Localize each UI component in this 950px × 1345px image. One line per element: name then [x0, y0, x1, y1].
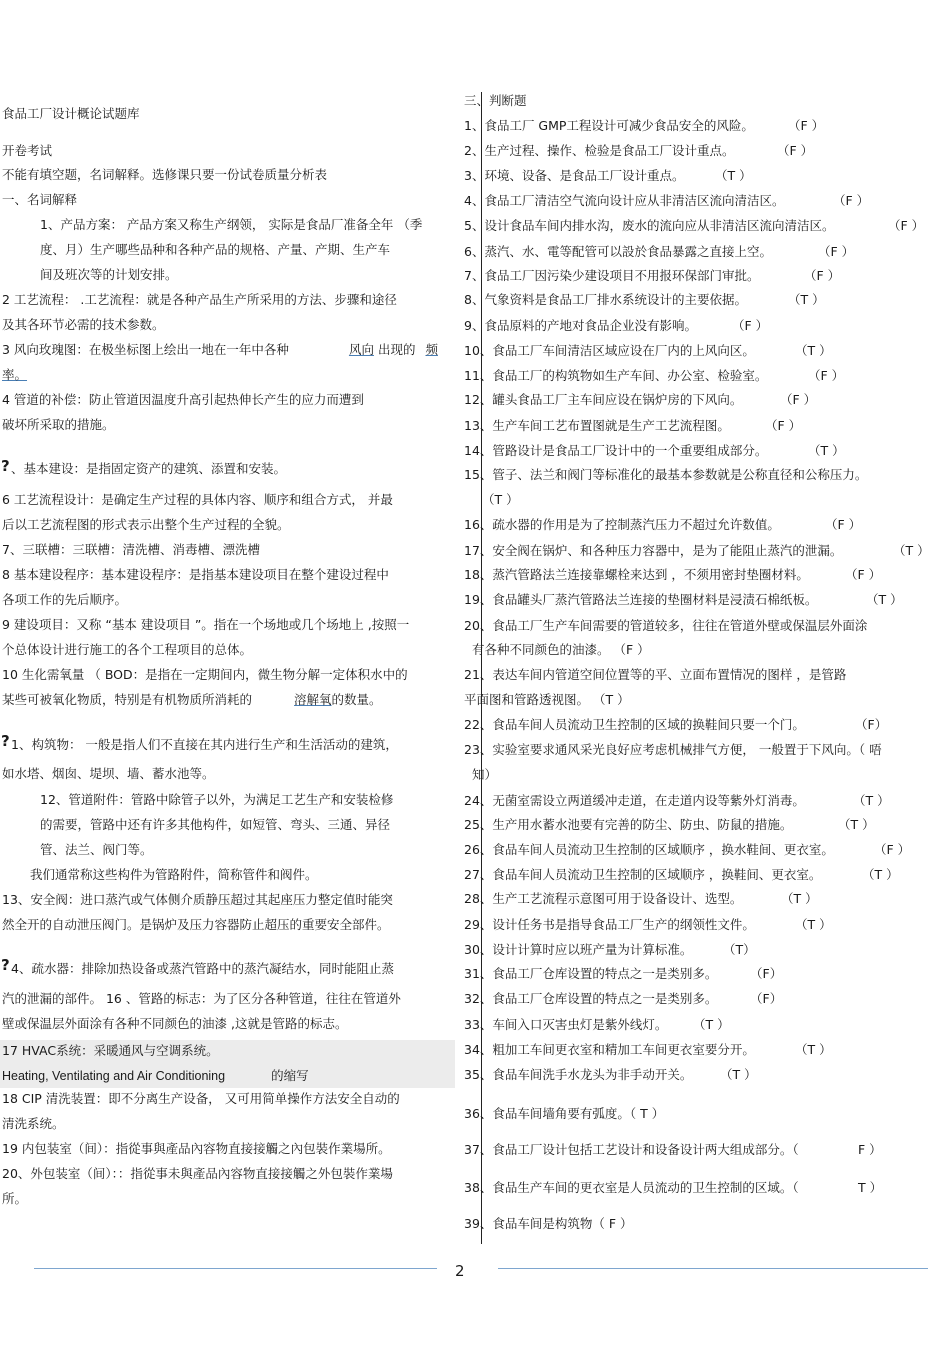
unknown-glyph-icon: ?	[1, 732, 10, 750]
footer-rule-right	[498, 1268, 928, 1269]
definition-text: 度、月）生产哪些品种和各种产品的规格、产量、产期、生产车	[40, 242, 391, 257]
definition-text: 各项工作的先后顺序。	[2, 592, 128, 607]
judgement-answer: （F ）	[808, 368, 845, 383]
judgement-answer: （F ）	[825, 517, 862, 532]
judgement-answer: （F ）	[732, 318, 769, 333]
definition-segment: 3 风向玫瑰图：在极坐标图上绘出一地在一年中各种	[2, 342, 289, 357]
judgement-item-text: 22、食品车间人员流动卫生控制的区域的换鞋间只要一个门。	[464, 717, 805, 732]
definition-text: 7、三联槽：三联槽：清洗槽、消毒槽、漂洗槽	[2, 542, 260, 557]
definition-text: 汽的泄漏的部件。 16 、管路的标志：为了区分各种管道，往往在管道外	[2, 991, 401, 1006]
definition-text	[2, 692, 382, 708]
judgement-item-text: （T ）	[482, 492, 519, 507]
judgement-answer: （T ）	[715, 168, 752, 183]
definition-text: 9 建设项目：又称 “基本 建设项目 ”。指在一个场地或几个场地上 ,按照一	[2, 617, 410, 632]
definition-text: 10 生化需氧量 （ BOD：是指在一定期间内，微生物分解一定体积水中的	[2, 667, 408, 682]
judgement-item-text: 知）	[472, 767, 498, 782]
section-heading-judgement: 三、判断题	[464, 93, 527, 108]
judgement-item-text: 18、蒸汽管路法兰连接靠螺栓来达到 ，不须用密封垫圈材料。	[464, 567, 809, 582]
judgement-item-text: 9、食品原料的产地对食品企业没有影响。	[464, 318, 697, 333]
judgement-item-text: 10、食品工厂车间清洁区域应设在厂内的上风向区。	[464, 343, 755, 358]
exam-note: 不能有填空题，名词解释。选修课只要一份试卷质量分析表	[2, 167, 328, 182]
judgement-item-text: 11、食品工厂的构筑物如生产车间、办公室、检验室。	[464, 368, 768, 383]
definition-text: 的需要，管路中还有许多其他构件，如短管、弯头、三通、异径	[40, 817, 391, 832]
judgement-item-text: 25、生产用水蓄水池要有完善的防尘、防虫、防鼠的措施。	[464, 817, 793, 832]
definition-text: 17 HVAC系统：采暖通风与空调系统。	[2, 1043, 219, 1058]
judgement-item-text: 15、管子、法兰和阀门等标准化的最基本参数就是公称直径和公称压力。	[464, 467, 868, 482]
judgement-answer: （F ）	[788, 118, 825, 133]
judgement-item-text: 38、食品生产车间的更衣室是人员流动的卫生控制的区域。（	[464, 1180, 799, 1195]
judgement-item-text: 36、食品车间墙角要有弧度。（ T ）	[464, 1106, 665, 1121]
judgement-item-text: 20、食品工厂生产车间需要的管道较多，往往在管道外壁或保温层外面涂	[464, 618, 868, 633]
definition-segment: 某些可被氧化物质，特别是有机物质所消耗的	[2, 692, 253, 707]
judgement-item-text: 24、无菌室需设立两道缓冲走道，在走道内设等紫外灯消毒。	[464, 793, 805, 808]
judgement-answer: （F ）	[874, 842, 911, 857]
judgement-answer: （T ）	[788, 292, 825, 307]
underlined-term: 率。	[2, 367, 28, 382]
definition-text	[2, 1068, 309, 1084]
definition-text: 20、外包装室（间）：：指從事未與產品內容物直接接觸之外包裝作業場	[2, 1166, 393, 1181]
judgement-item-text: 33、车间入口灭害虫灯是紫外线灯。	[464, 1017, 668, 1032]
judgement-answer: （F）	[750, 966, 783, 981]
judgement-item-text: 29、设计任务书是指导食品工厂生产的纲领性文件。	[464, 917, 755, 932]
judgement-item-text: 7、食品工厂因污染少建设项目不用报环保部门审批。	[464, 268, 760, 283]
definition-text: 壁或保温层外面涂有各种不同颜色的油漆 ,这就是管路的标志。	[2, 1016, 348, 1031]
unknown-glyph-icon: ?	[1, 956, 10, 974]
judgement-answer: （T ）	[781, 891, 818, 906]
definition-text: 18 CIP 清洗装置：即不分离生产设备， 又可用简单操作方法安全自动的	[2, 1091, 400, 1106]
judgement-item-text: 5、设计食品车间内排水沟，废水的流向应从非清洁区流向清洁区。	[464, 218, 835, 233]
footer-rule-left	[34, 1268, 437, 1269]
definition-text: 管、法兰、阀门等。	[40, 842, 153, 857]
judgement-item-text: 27、食品车间人员流动卫生控制的区域顺序 ，换鞋间、更衣室。	[464, 867, 822, 882]
judgement-answer: （T ）	[795, 1042, 832, 1057]
judgement-item-text: 32、食品工厂仓库设置的特点之一是类别多。	[464, 991, 718, 1006]
judgement-answer: （F）	[855, 717, 888, 732]
underlined-term: 溶解氧	[294, 692, 332, 707]
judgement-item-text: 21、表达车间内管道空间位置等的平、立面布置情况的图样 ，是管路	[464, 667, 847, 682]
definition-text: 6 工艺流程设计：是确定生产过程的具体内容、顺序和组合方式， 并最	[2, 492, 393, 507]
definition-text: 2 工艺流程： .工艺流程：就是各种产品生产所采用的方法、步骤和途径	[2, 292, 397, 307]
judgement-answer: （T ）	[808, 443, 845, 458]
judgement-item-text: 19、食品罐头厂蒸汽管路法兰连接的垫圈材料是浸渍石棉纸板。	[464, 592, 818, 607]
judgement-item-text: 30、设计计算时应以班产量为计算标准。	[464, 942, 693, 957]
definition-text: 19 内包装室（间）：指從事與產品內容物直接接觸之內包裝作業場所。	[2, 1141, 391, 1156]
definition-text: 间及班次等的计划安排。	[40, 267, 178, 282]
judgement-answer: （T ）	[795, 917, 832, 932]
judgement-item-text: 28、生产工艺流程示意图可用于设备设计、选型。	[464, 891, 743, 906]
judgement-item-text: 平面图和管路透视图。 （T ）	[464, 692, 630, 707]
judgement-item-text: 2、生产过程、操作、检验是食品工厂设计重点。	[464, 143, 735, 158]
judgement-answer: （T ）	[893, 543, 930, 558]
judgement-item-text: 17、安全阀在锅炉、和各种压力容器中，是为了能阻止蒸汽的泄漏。	[464, 543, 843, 558]
judgement-item-text: 6、蒸汽、水、電等配管可以設於食品暴露之直接上空。	[464, 244, 772, 259]
judgement-answer: （F ）	[777, 143, 814, 158]
judgement-answer: （T ）	[866, 592, 903, 607]
judgement-item-text: 31、食品工厂仓库设置的特点之一是类别多。	[464, 966, 718, 981]
judgement-item-text: 14、管路设计是食品工厂设计中的一个重要组成部分。	[464, 443, 768, 458]
definition-text: 4、疏水器：排除加热设备或蒸汽管路中的蒸汽凝结水，同时能阻止蒸	[11, 961, 394, 976]
definition-text: 然全开的自动泄压阀门。是锅炉及压力容器防止超压的重要安全部件。	[2, 917, 390, 932]
page-number: 2	[455, 1262, 465, 1280]
judgement-item-text: 1、食品工厂 GMP工程设计可减少食品安全的风险。	[464, 118, 754, 133]
definition-text: 个总体设计进行施工的各个工程项目的总体。	[2, 642, 253, 657]
judgement-answer: T ）	[858, 1180, 883, 1195]
judgement-answer: （F ）	[804, 268, 841, 283]
judgement-answer: （F）	[750, 991, 783, 1006]
judgement-answer: （T ）	[853, 793, 890, 808]
definition-segment: 出现的	[377, 342, 416, 357]
definition-text: 8 基本建设程序：基本建设程序：是指基本建设项目在整个建设过程中	[2, 567, 389, 582]
judgement-item-text: 35、食品车间洗手水龙头为非手动开关。	[464, 1067, 693, 1082]
judgement-answer: （T ）	[862, 867, 899, 882]
judgement-item-text: 8、气象资料是食品工厂排水系统设计的主要依据。	[464, 292, 747, 307]
definition-text: 1、产品方案： 产品方案又称生产纲领， 实际是食品厂准备全年 （季	[40, 217, 423, 232]
definition-text: 1、构筑物： 一般是指人们不直接在其内进行生产和生活活动的建筑，	[11, 737, 398, 752]
judgement-item-text: 23、实验室要求通风采光良好应考虑机械排气方便， 一般置于下风向。（ 唔	[464, 742, 882, 757]
judgement-answer: （T ）	[693, 1017, 730, 1032]
doc-title: 食品工厂设计概论试题库	[2, 106, 140, 121]
definition-text: 所。	[2, 1191, 28, 1206]
judgement-answer: F ）	[858, 1142, 882, 1157]
judgement-item-text: 34、粗加工车间更衣室和精加工车间更衣室要分开。	[464, 1042, 755, 1057]
judgement-answer: （F ）	[833, 193, 870, 208]
judgement-item-text: 39、食品车间是构筑物（ F ）	[464, 1216, 633, 1231]
definition-text: 、基本建设：是指固定资产的建筑、添置和安装。	[11, 461, 287, 476]
unknown-glyph-icon: ?	[1, 457, 10, 475]
judgement-answer: （T）	[723, 942, 756, 957]
judgement-item-text: 37、食品工厂设计包括工艺设计和设备设计两大组成部分。（	[464, 1142, 799, 1157]
judgement-answer: （F ）	[765, 418, 802, 433]
judgement-item-text: 13、生产车间工艺布置图就是生产工艺流程图。	[464, 418, 730, 433]
definition-text: 及其各环节必需的技术参数。	[2, 317, 165, 332]
underlined-term: 风向	[348, 342, 374, 357]
definition-text: 4 管道的补偿：防止管道因温度升高引起热伸长产生的应力而遭到	[2, 392, 364, 407]
judgement-item-text: 3、环境、设备、是食品工厂设计重点。	[464, 168, 685, 183]
judgement-item-text: 12、罐头食品工厂主车间应设在锅炉房的下风向。	[464, 392, 743, 407]
definition-text: 清洗系统。	[2, 1116, 65, 1131]
definition-text: 12、管道附件：管路中除管子以外，为满足工艺生产和安装检修	[40, 792, 394, 807]
exam-type: 开卷考试	[2, 143, 53, 158]
definition-text: 我们通常称这些构件为管路附件，简称管件和阀件。	[30, 867, 318, 882]
judgement-answer: （T ）	[795, 343, 832, 358]
definition-text: 如水塔、烟囱、堤坝、墙、蓄水池等。	[2, 766, 215, 781]
judgement-item-text: 4、食品工厂清洁空气流向设计应从非清洁区流向清洁区。	[464, 193, 785, 208]
definition-segment: 的数量。	[331, 692, 382, 707]
judgement-answer: （F ）	[818, 244, 855, 259]
definition-text: 13、安全阀：进口蒸汽或气体侧介质静压超过其起座压力整定值时能突	[2, 892, 393, 907]
judgement-answer: （F ）	[845, 567, 882, 582]
judgement-item-text: 16、疏水器的作用是为了控制蒸汽压力不超过允许数值。	[464, 517, 780, 532]
underlined-term: 频	[425, 342, 438, 357]
definition-text: 后以工艺流程图的形式表示出整个生产过程的全貌。	[2, 517, 290, 532]
judgement-answer: （F ）	[780, 392, 817, 407]
definition-segment: 的缩写	[271, 1068, 309, 1083]
definition-text	[2, 367, 27, 383]
judgement-item-text: 有各种不同颜色的油漆。 （F ）	[472, 642, 650, 657]
definition-text: 破坏所采取的措施。	[2, 417, 115, 432]
definition-text	[2, 342, 438, 358]
judgement-answer: （T ）	[720, 1067, 757, 1082]
section-heading-definitions: 一、名词解释	[2, 192, 78, 207]
judgement-answer: （T ）	[838, 817, 875, 832]
definition-segment: Heating, Ventilating and Air Conditioning	[2, 1069, 226, 1083]
judgement-answer: （F ）	[888, 218, 925, 233]
judgement-item-text: 26、食品车间人员流动卫生控制的区域顺序 ，换水鞋间、更衣室。	[464, 842, 834, 857]
